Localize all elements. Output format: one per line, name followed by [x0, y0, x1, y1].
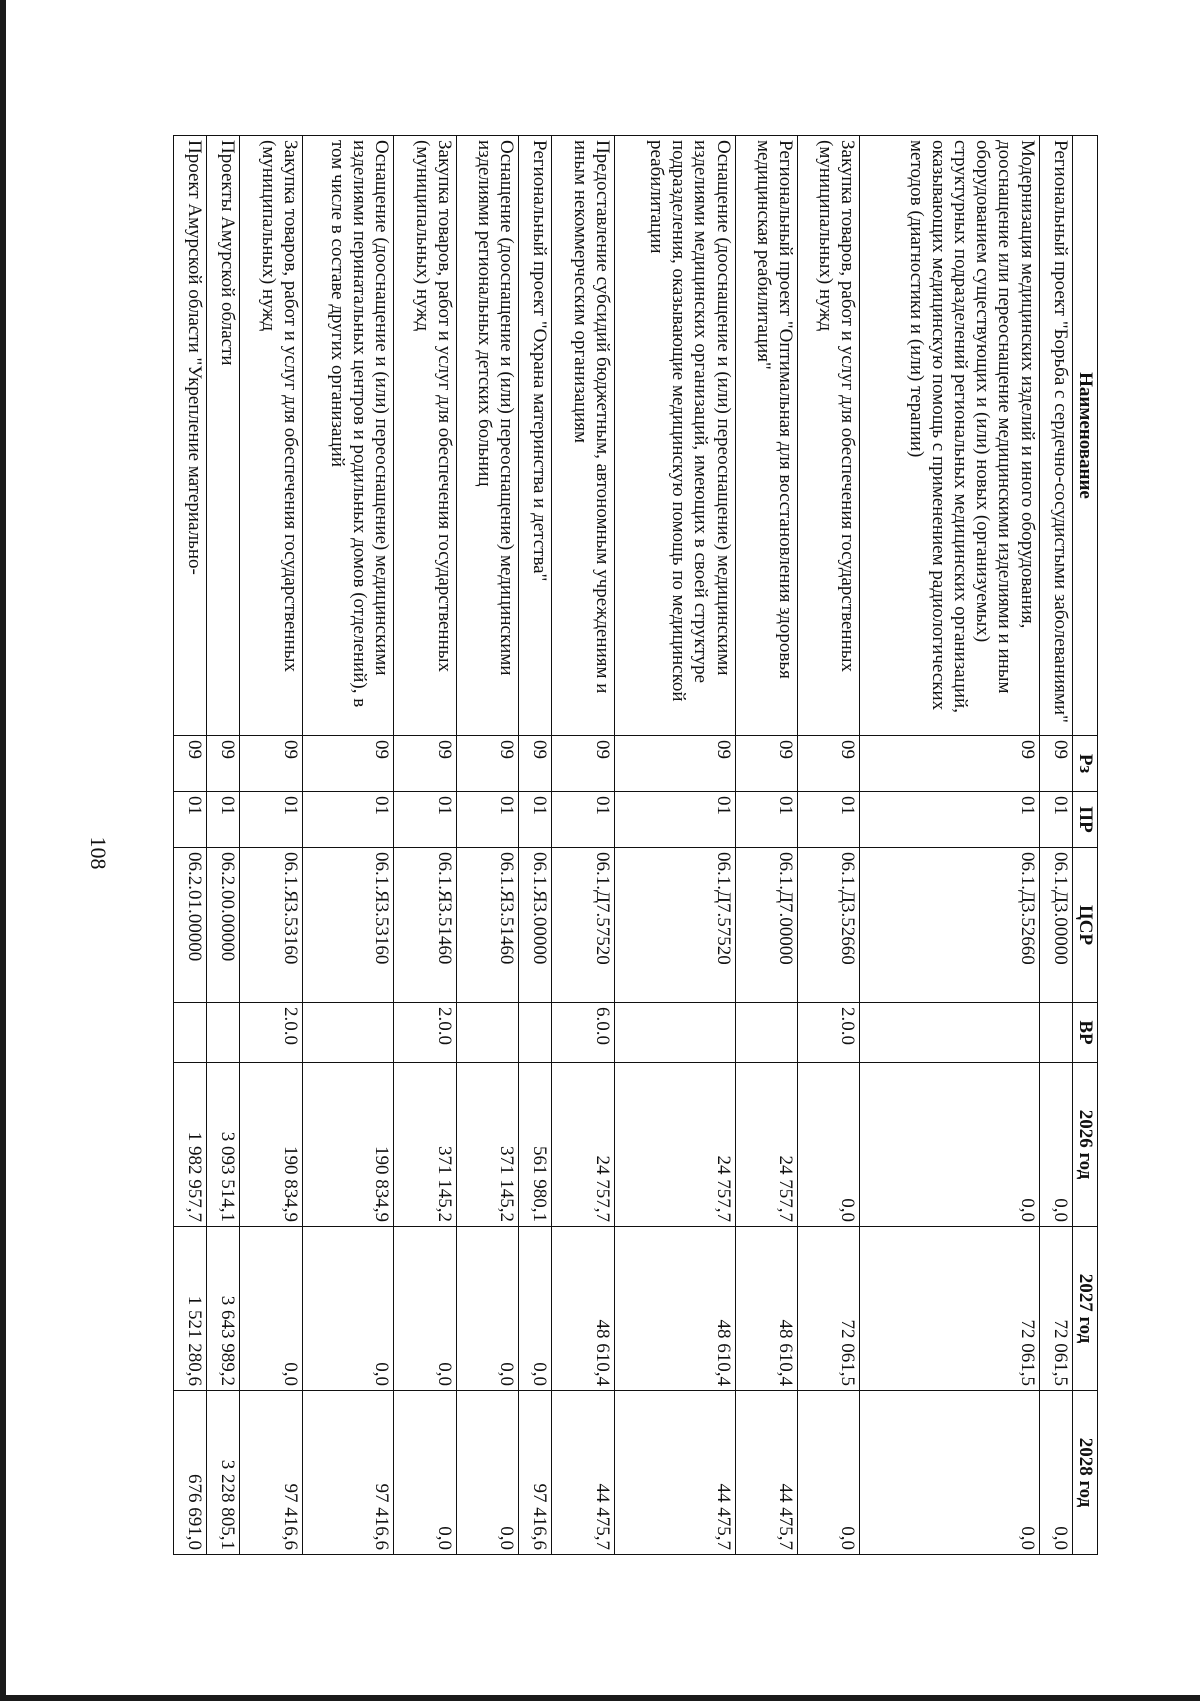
- budget-table: [173, 135, 1098, 1555]
- row-csr: 06.2.01.00000: [174, 848, 207, 1003]
- row-csr: 06.2.00.00000: [207, 848, 240, 1003]
- row-2026: 561 980,1: [519, 1063, 552, 1227]
- row-name: Закупка товаров, работ и услуг для обеспечения государственных (муниципальных) нужд: [240, 136, 302, 736]
- row-vr: [735, 1003, 797, 1063]
- table-row: [519, 136, 552, 1555]
- row-2027: 0,0: [519, 1227, 552, 1391]
- header-vr: ВР: [1072, 1003, 1097, 1063]
- row-pr: 01: [302, 792, 394, 848]
- row-name: Предоставление субсидий бюджетным, автономным учреждениям и иным некоммерческим организациям: [552, 136, 614, 736]
- row-2028: 97 416,6: [519, 1391, 552, 1555]
- header-pr: ПР: [1072, 792, 1097, 848]
- row-rz: 09: [394, 736, 456, 792]
- table-row: [614, 136, 735, 1555]
- row-vr: 2.0.0: [797, 1003, 859, 1063]
- row-2026: 190 834,9: [240, 1063, 302, 1227]
- row-name: Проект Амурской области "Укрепление материально-: [174, 136, 207, 736]
- row-2028: 0,0: [797, 1391, 859, 1555]
- row-vr: [614, 1003, 735, 1063]
- row-pr: 01: [174, 792, 207, 848]
- row-vr: [302, 1003, 394, 1063]
- row-2026: 24 757,7: [735, 1063, 797, 1227]
- row-csr: 06.1.Д3.00000: [1039, 848, 1072, 1003]
- row-csr: 06.1.Я3.53160: [240, 848, 302, 1003]
- row-vr: 2.0.0: [394, 1003, 456, 1063]
- table-row: [552, 136, 614, 1555]
- row-rz: 09: [207, 736, 240, 792]
- row-2028: 0,0: [394, 1391, 456, 1555]
- row-name: Региональный проект "Борьба с сердечно-сосудистыми заболеваниями": [1039, 136, 1072, 736]
- row-csr: 06.1.Я3.51460: [456, 848, 518, 1003]
- table-row: [174, 136, 207, 1555]
- row-pr: 01: [797, 792, 859, 848]
- row-csr: 06.1.Д7.00000: [735, 848, 797, 1003]
- row-csr: 06.1.Я3.53160: [302, 848, 394, 1003]
- table-row: [735, 136, 797, 1555]
- table-row: [456, 136, 518, 1555]
- row-vr: [860, 1003, 1039, 1063]
- row-2027: 72 061,5: [797, 1227, 859, 1391]
- row-2028: 0,0: [1039, 1391, 1072, 1555]
- row-vr: [519, 1003, 552, 1063]
- row-rz: 09: [240, 736, 302, 792]
- row-pr: 01: [860, 792, 1039, 848]
- row-2028: 44 475,7: [735, 1391, 797, 1555]
- row-name: Закупка товаров, работ и услуг для обеспечения государственных (муниципальных) нужд: [797, 136, 859, 736]
- row-2028: 97 416,6: [240, 1391, 302, 1555]
- row-name: Проекты Амурской области: [207, 136, 240, 736]
- row-name: Оснащение (дооснащение и (или) переоснащение) медицинскими изделиями региональных детских больниц: [456, 136, 518, 736]
- page-number: 108: [86, 836, 111, 870]
- row-2028: 3 228 805,1: [207, 1391, 240, 1555]
- row-2026: 0,0: [860, 1063, 1039, 1227]
- row-2027: 72 061,5: [1039, 1227, 1072, 1391]
- row-name: Модернизация медицинских изделий и иного оборудования, дооснащение или переоснащение медицинскими изделиями и иным оборудованием существующих и (или) новых (организуемых) структурных подразделений региональных медицинских организаций, оказывающих медицинскую помощь с применением радиологических методов (диагностики и (или) терапии): [860, 136, 1039, 736]
- row-2027: 0,0: [456, 1227, 518, 1391]
- row-2026: 24 757,7: [552, 1063, 614, 1227]
- row-rz: 09: [735, 736, 797, 792]
- row-csr: 06.1.Д3.52660: [797, 848, 859, 1003]
- row-rz: 09: [860, 736, 1039, 792]
- row-vr: [174, 1003, 207, 1063]
- row-pr: 01: [552, 792, 614, 848]
- row-name: Оснащение (дооснащение и (или) переоснащение) медицинскими изделиями медицинских организаций, имеющих в своей структуре подразделения, оказывающие медицинскую помощь по медицинской реабилитации: [614, 136, 735, 736]
- row-rz: 09: [174, 736, 207, 792]
- header-csr: ЦСР: [1072, 848, 1097, 1003]
- row-rz: 09: [1039, 736, 1072, 792]
- row-2027: 48 610,4: [614, 1227, 735, 1391]
- row-rz: 09: [456, 736, 518, 792]
- rotated-table-container: [173, 135, 1098, 1555]
- row-rz: 09: [552, 736, 614, 792]
- row-name: Региональный проект "Охрана материнства и детства": [519, 136, 552, 736]
- row-vr: [1039, 1003, 1072, 1063]
- row-2027: 0,0: [394, 1227, 456, 1391]
- row-2027: 3 643 989,2: [207, 1227, 240, 1391]
- table-row: [394, 136, 456, 1555]
- row-2027: 48 610,4: [735, 1227, 797, 1391]
- row-2028: 676 691,0: [174, 1391, 207, 1555]
- row-pr: 01: [207, 792, 240, 848]
- row-2026: 24 757,7: [614, 1063, 735, 1227]
- scan-edge-left: [0, 0, 6, 1701]
- row-2028: 0,0: [456, 1391, 518, 1555]
- row-2027: 0,0: [302, 1227, 394, 1391]
- table-row: [860, 136, 1039, 1555]
- row-2026: 371 145,2: [394, 1063, 456, 1227]
- row-2028: 0,0: [860, 1391, 1039, 1555]
- row-csr: 06.1.Д7.57520: [552, 848, 614, 1003]
- table-row: [797, 136, 859, 1555]
- row-2028: 97 416,6: [302, 1391, 394, 1555]
- row-pr: 01: [456, 792, 518, 848]
- row-rz: 09: [614, 736, 735, 792]
- row-csr: 06.1.Д7.57520: [614, 848, 735, 1003]
- row-vr: [207, 1003, 240, 1063]
- header-name: Наименование: [1072, 136, 1097, 736]
- row-2026: 371 145,2: [456, 1063, 518, 1227]
- row-rz: 09: [797, 736, 859, 792]
- row-2026: 1 982 957,7: [174, 1063, 207, 1227]
- header-2028: 2028 год: [1072, 1391, 1097, 1555]
- scan-edge-bottom: [0, 1695, 1200, 1701]
- row-csr: 06.1.Я3.51460: [394, 848, 456, 1003]
- row-2027: 72 061,5: [860, 1227, 1039, 1391]
- row-2026: 0,0: [1039, 1063, 1072, 1227]
- row-2028: 44 475,7: [552, 1391, 614, 1555]
- row-2027: 48 610,4: [552, 1227, 614, 1391]
- row-pr: 01: [1039, 792, 1072, 848]
- row-2026: 190 834,9: [302, 1063, 394, 1227]
- table-header-row: [1072, 136, 1097, 1555]
- row-name: Региональный проект "Оптимальная для восстановления здоровья медицинская реабилитация": [735, 136, 797, 736]
- row-pr: 01: [614, 792, 735, 848]
- row-csr: 06.1.Д3.52660: [860, 848, 1039, 1003]
- row-vr: 6.0.0: [552, 1003, 614, 1063]
- row-vr: 2.0.0: [240, 1003, 302, 1063]
- row-pr: 01: [519, 792, 552, 848]
- row-2026: 3 093 514,1: [207, 1063, 240, 1227]
- row-rz: 09: [302, 736, 394, 792]
- header-2026: 2026 год: [1072, 1063, 1097, 1227]
- row-pr: 01: [394, 792, 456, 848]
- header-2027: 2027 год: [1072, 1227, 1097, 1391]
- table-row: [1039, 136, 1072, 1555]
- table-row: [240, 136, 302, 1555]
- row-2028: 44 475,7: [614, 1391, 735, 1555]
- row-name: Оснащение (дооснащение и (или) переоснащение) медицинскими изделиями перинатальных центров и родильных домов (отделений), в том числе в составе других организаций: [302, 136, 394, 736]
- header-rz: Рз: [1072, 736, 1097, 792]
- row-pr: 01: [240, 792, 302, 848]
- row-2026: 0,0: [797, 1063, 859, 1227]
- row-rz: 09: [519, 736, 552, 792]
- row-vr: [456, 1003, 518, 1063]
- table-row: [302, 136, 394, 1555]
- row-pr: 01: [735, 792, 797, 848]
- row-2027: 1 521 280,6: [174, 1227, 207, 1391]
- table-row: [207, 136, 240, 1555]
- row-csr: 06.1.Я3.00000: [519, 848, 552, 1003]
- row-2027: 0,0: [240, 1227, 302, 1391]
- row-name: Закупка товаров, работ и услуг для обеспечения государственных (муниципальных) нужд: [394, 136, 456, 736]
